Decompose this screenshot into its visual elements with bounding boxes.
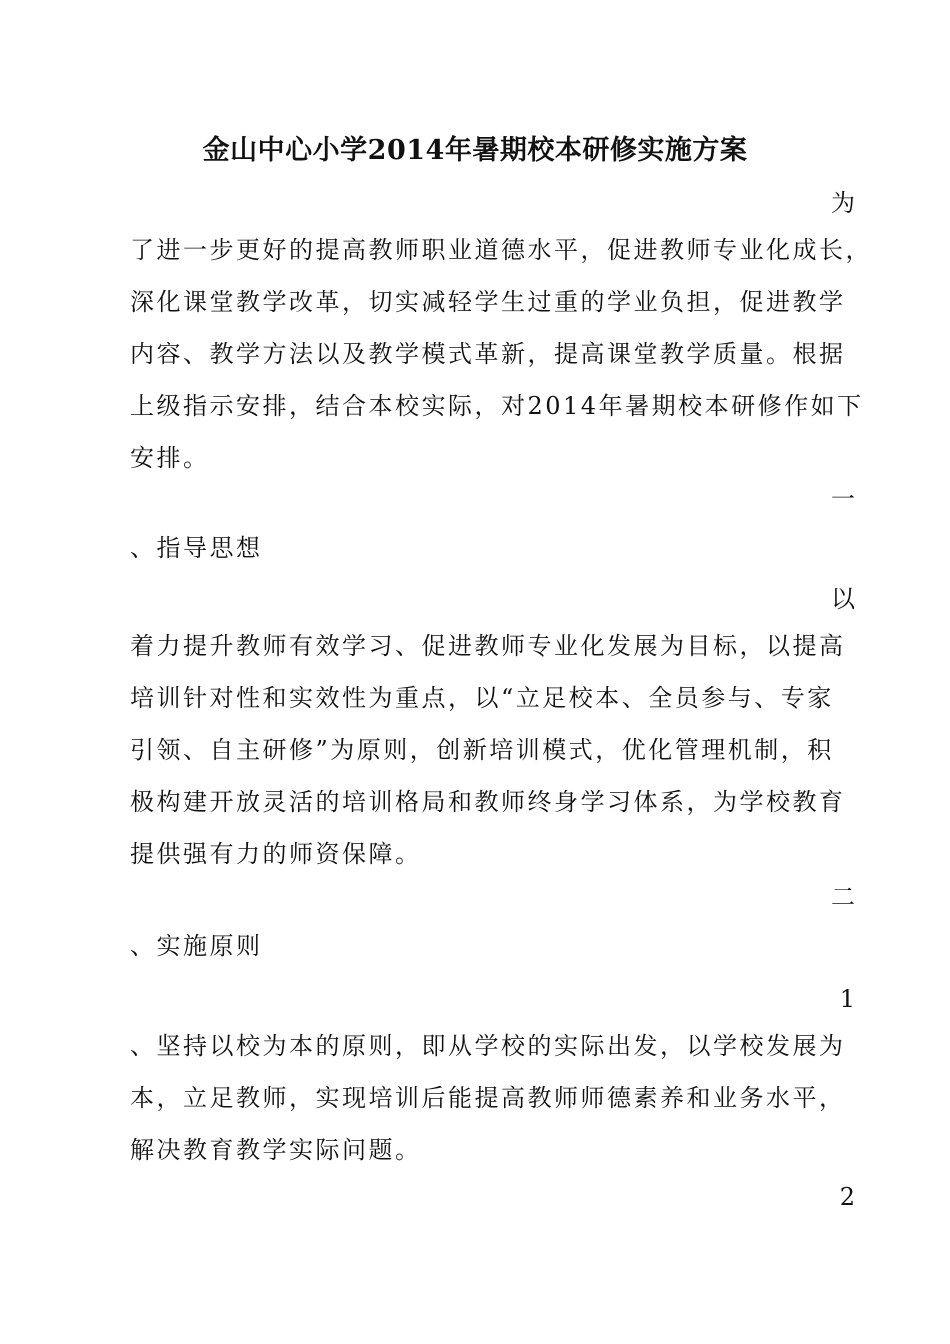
principle1-paragraph <box>130 1020 846 1176</box>
section-heading-text: 、指导思想 <box>130 534 263 562</box>
section1-number: 一 <box>831 485 855 513</box>
text-line: 引领、自主研修”为原则，创新培训模式，优化管理机制，积 <box>130 736 834 764</box>
text-line: 极构建开放灵活的培训格局和教师终身学习体系，为学校教育 <box>130 788 846 816</box>
text-line: 本，立足教师，实现培训后能提高教师师德素养和业务水平， <box>130 1084 846 1112</box>
text-line: 安排。 <box>130 444 210 472</box>
intro-paragraph <box>130 224 872 484</box>
principle1-number: 1 <box>839 985 855 1013</box>
section2-heading <box>130 920 830 972</box>
section2-number: 二 <box>831 883 855 911</box>
text-line: 内容、教学方法以及教学模式革新，提高课堂教学质量。根据 <box>130 340 846 368</box>
document-title: 金山中心小学2014年暑期校本研修实施方案 <box>202 135 748 166</box>
text-line: 解决教育教学实际问题。 <box>130 1136 422 1164</box>
intro-first-char: 为 <box>831 189 855 217</box>
guiding-paragraph <box>130 620 846 880</box>
section1-heading <box>130 522 830 574</box>
guiding-first-char: 以 <box>831 585 855 613</box>
text-line: 培训针对性和实效性为重点，以“立足校本、全员参与、专家 <box>130 684 834 712</box>
text-line: 着力提升教师有效学习、促进教师专业化发展为目标，以提高 <box>130 632 846 660</box>
text-line: 了进一步更好的提高教师职业道德水平，促进教师专业化成长， <box>130 236 872 264</box>
section-heading-text: 、实施原则 <box>130 932 263 960</box>
text-line: 上级指示安排，结合本校实际，对2014年暑期校本研修作如下 <box>130 392 864 420</box>
text-line: 提供强有力的师资保障。 <box>130 840 422 868</box>
principle2-number: 2 <box>839 1183 855 1211</box>
text-line: 深化课堂教学改革，切实减轻学生过重的学业负担，促进教学 <box>130 288 846 316</box>
text-line: 、坚持以校为本的原则，即从学校的实际出发，以学校发展为 <box>130 1032 846 1060</box>
